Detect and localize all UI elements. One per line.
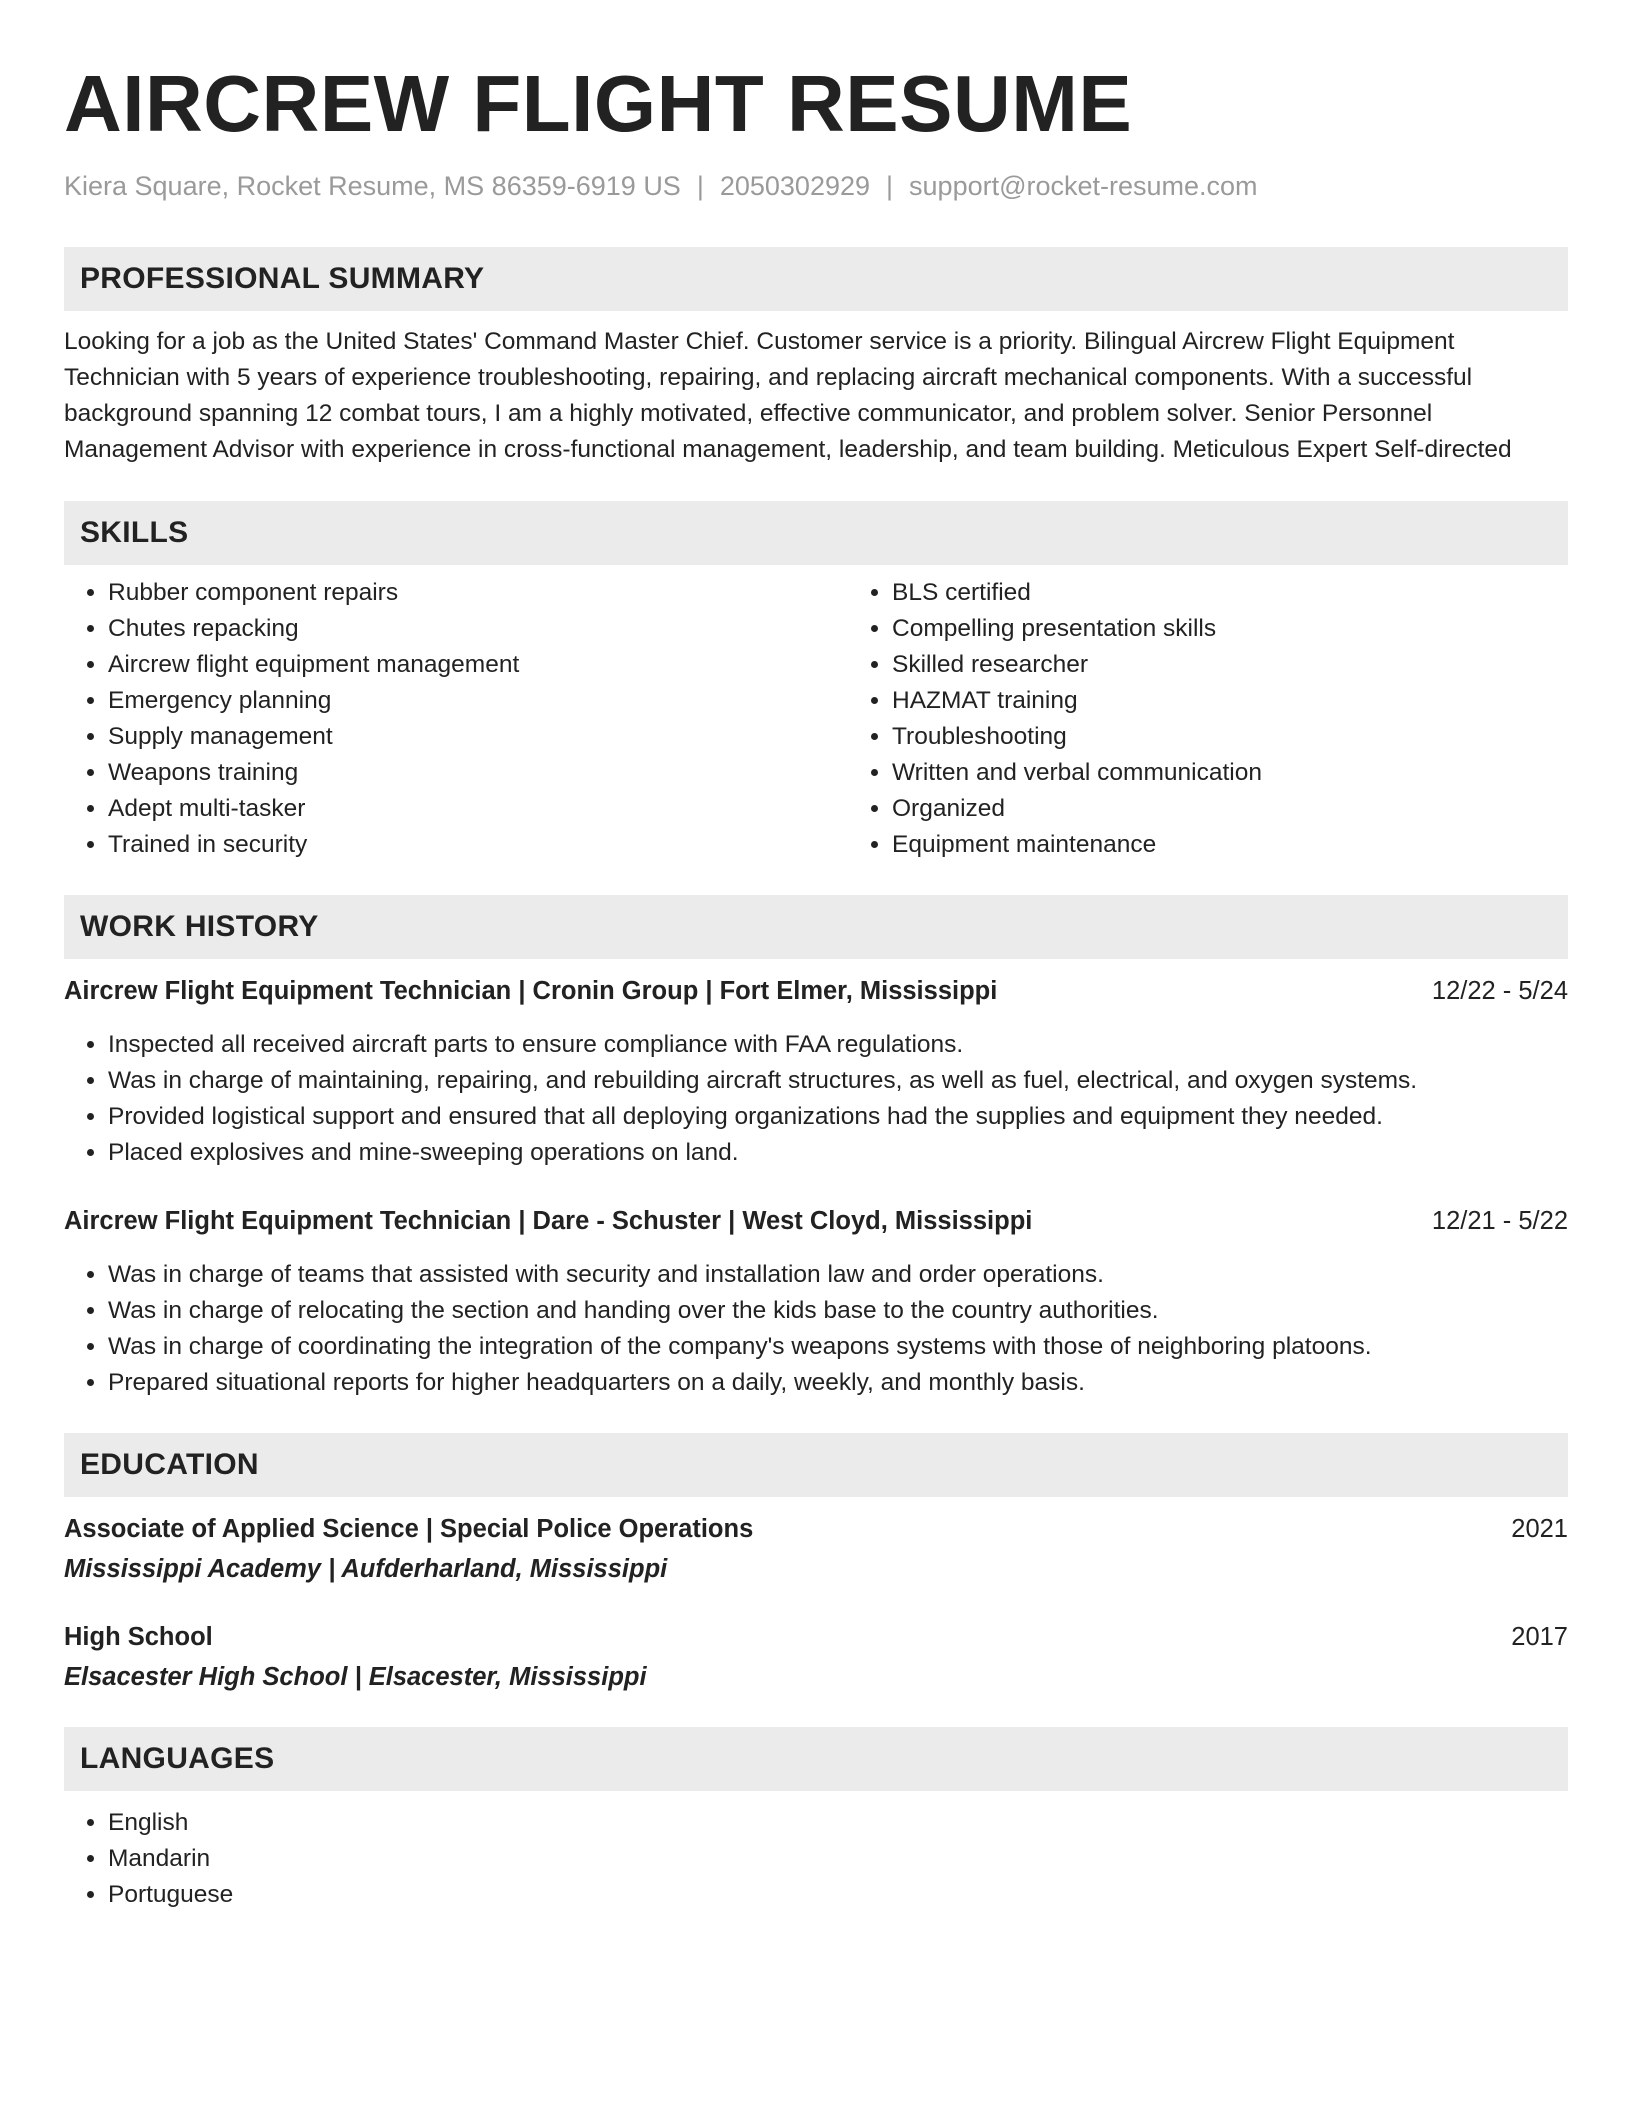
job-bullet: • Provided logistical support and ensured that all deploying organizations had the supplies and equipment they needed. — [108, 1099, 1568, 1135]
skill-item: • Emergency planning — [108, 683, 848, 719]
skill-item: • Weapons training — [108, 755, 848, 791]
education-year: 2021 — [1511, 1515, 1568, 1543]
job-bullet: • Was in charge of teams that assisted with security and installation law and order operations. — [108, 1257, 1568, 1293]
job-entry — [64, 973, 1568, 1171]
section-header-languages: LANGUAGES — [64, 1727, 1568, 1791]
skill-item: • Chutes repacking — [108, 611, 848, 647]
skill-item: • BLS certified — [892, 575, 1632, 611]
education-entry — [64, 1511, 1568, 1587]
job-bullets — [64, 1257, 1568, 1401]
education-entry — [64, 1619, 1568, 1695]
skill-item: • Equipment maintenance — [892, 827, 1632, 863]
job-bullet: • Was in charge of maintaining, repairing, and rebuilding aircraft structures, as well as fuel, electrical, and oxygen systems. — [108, 1063, 1568, 1099]
section-header-education: EDUCATION — [64, 1433, 1568, 1497]
skill-item: • Adept multi-tasker — [108, 791, 848, 827]
skills-column-left — [64, 575, 848, 863]
skill-item: • HAZMAT training — [892, 683, 1632, 719]
skill-item: • Aircrew flight equipment management — [108, 647, 848, 683]
section-header-summary: PROFESSIONAL SUMMARY — [64, 247, 1568, 311]
contact-email: support@rocket-resume.com — [909, 171, 1258, 201]
language-item: • Mandarin — [108, 1841, 1568, 1877]
skill-item: • Rubber component repairs — [108, 575, 848, 611]
skill-item: • Compelling presentation skills — [892, 611, 1632, 647]
education-school: Elsacester High School | Elsacester, Mississippi — [64, 1663, 647, 1691]
skill-item: • Supply management — [108, 719, 848, 755]
job-header — [64, 973, 1568, 1009]
skill-item: • Trained in security — [108, 827, 848, 863]
job-title: Aircrew Flight Equipment Technician | Cronin Group | Fort Elmer, Mississippi — [64, 977, 998, 1005]
job-bullet: • Was in charge of coordinating the integration of the company's weapons systems with those of neighboring platoons. — [108, 1329, 1568, 1365]
contact-line — [64, 168, 1568, 204]
contact-address: Kiera Square, Rocket Resume, MS 86359-6919 US — [64, 171, 681, 201]
language-item: • Portuguese — [108, 1877, 1568, 1913]
job-bullet: • Inspected all received aircraft parts to ensure compliance with FAA regulations. — [108, 1027, 1568, 1063]
education-school: Mississippi Academy | Aufderharland, Mississippi — [64, 1555, 668, 1583]
skill-item: • Skilled researcher — [892, 647, 1632, 683]
skills-list — [64, 575, 1568, 863]
job-dates: 12/22 - 5/24 — [1431, 977, 1568, 1005]
skill-item: • Troubleshooting — [892, 719, 1632, 755]
section-header-skills: SKILLS — [64, 501, 1568, 565]
contact-phone: 2050302929 — [719, 171, 871, 201]
education-degree: High School — [64, 1623, 213, 1651]
job-bullet: • Placed explosives and mine-sweeping operations on land. — [108, 1135, 1568, 1171]
skill-item: • Organized — [892, 791, 1632, 827]
section-header-work-history: WORK HISTORY — [64, 895, 1568, 959]
languages-list — [64, 1805, 1568, 1913]
job-header — [64, 1203, 1568, 1239]
job-bullet: • Was in charge of relocating the section and handing over the kids base to the country authorities. — [108, 1293, 1568, 1329]
skill-item: • Written and verbal communication — [892, 755, 1632, 791]
job-title: Aircrew Flight Equipment Technician | Dare - Schuster | West Cloyd, Mississippi — [64, 1207, 1033, 1235]
job-entry — [64, 1203, 1568, 1401]
summary-text: Looking for a job as the United States' Command Master Chief. Customer service is a priority. Bilingual Aircrew Flight Equipment Technician with 5 years of experience troubleshooting, repairing, and replacing aircraft mechanical components. With a successful background spanning 12 combat tours, I am a highly motivated, effective communicator, and problem solver. Senior Personnel Management Advisor with experience in cross-functional management, leadership, and team building. Meticulous Expert Self-directed — [64, 328, 1512, 463]
contact-separator: | — [696, 171, 704, 201]
skills-column-right — [848, 575, 1632, 863]
contact-separator: | — [886, 171, 894, 201]
education-header — [64, 1619, 1568, 1655]
resume-name: AIRCREW FLIGHT RESUME — [64, 59, 1133, 148]
job-bullets — [64, 1027, 1568, 1171]
language-item: • English — [108, 1805, 1568, 1841]
education-header — [64, 1511, 1568, 1547]
job-dates: 12/21 - 5/22 — [1431, 1207, 1568, 1235]
job-bullet: • Prepared situational reports for higher headquarters on a daily, weekly, and monthly basis. — [108, 1365, 1568, 1401]
education-degree: Associate of Applied Science | Special Police Operations — [64, 1515, 754, 1543]
education-year: 2017 — [1511, 1623, 1568, 1651]
